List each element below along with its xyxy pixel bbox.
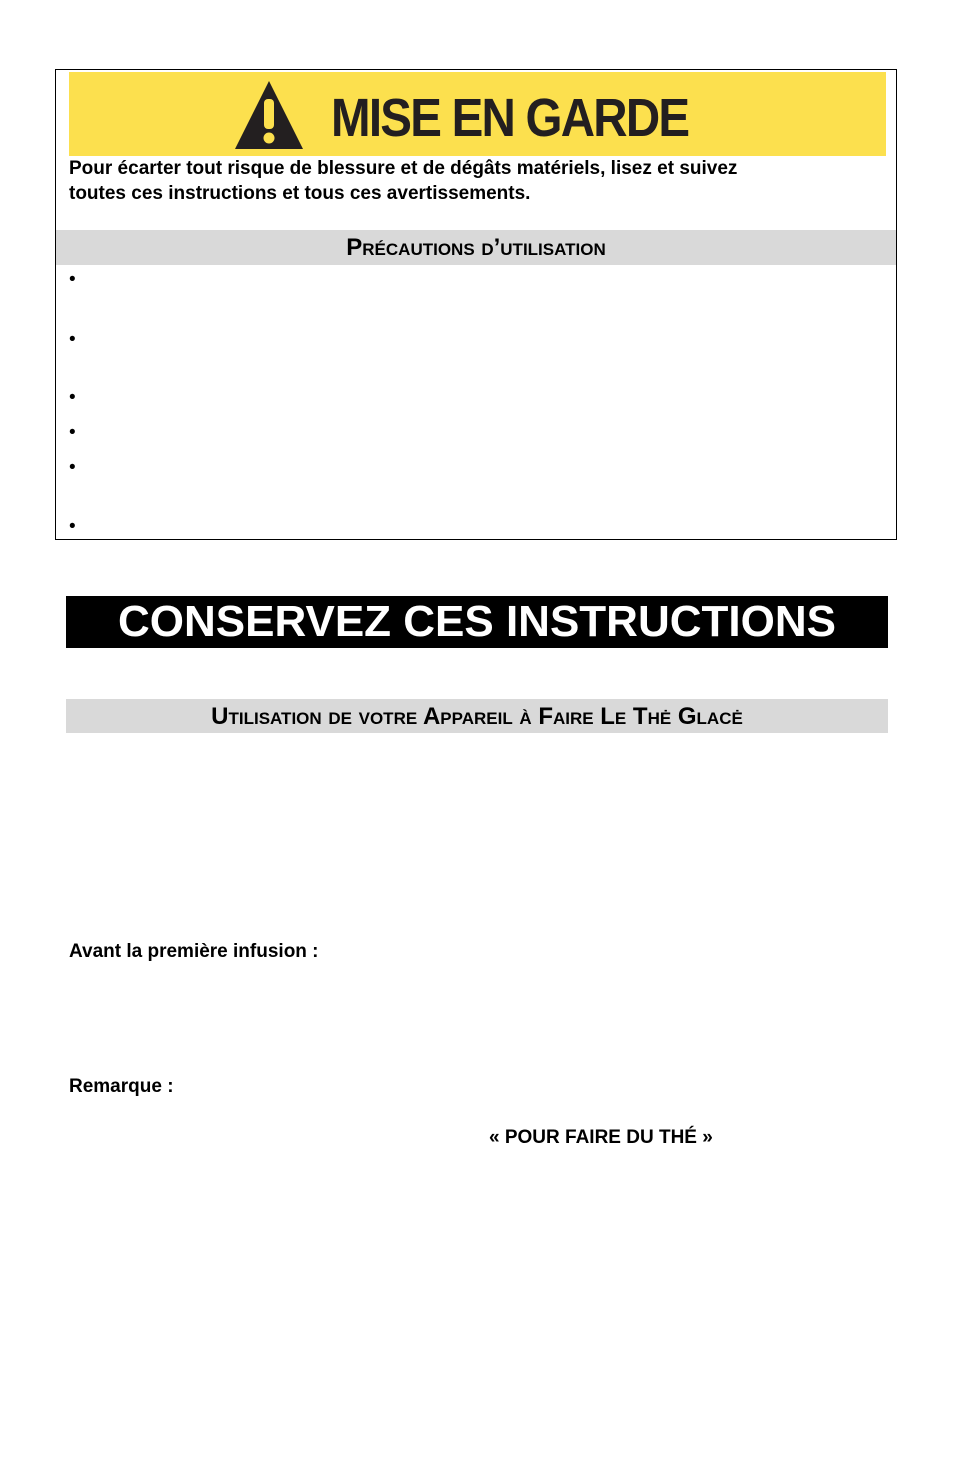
- warning-intro-line-2: toutes ces instructions et tous ces avertissements.: [69, 183, 531, 204]
- warning-intro: [69, 156, 869, 206]
- before-first-brew-label: Avant la première infusion :: [69, 941, 319, 962]
- precautions-heading: Précautions d’utilisation: [56, 230, 896, 265]
- precaution-bullet: •: [69, 329, 76, 350]
- warning-box: [55, 69, 897, 540]
- warning-banner: [69, 72, 886, 156]
- usage-heading: Utilisation de votre Appareil à Faire Le Thė Glacė: [66, 699, 888, 733]
- save-instructions-banner: CONSERVEZ CES INSTRUCTIONS: [66, 596, 888, 648]
- precaution-bullet: •: [69, 516, 76, 537]
- precaution-bullet: •: [69, 422, 76, 443]
- warning-intro-line-1: Pour écarter tout risque de blessure et de dégâts matériels, lisez et suivez: [69, 158, 738, 179]
- precaution-bullet: •: [69, 269, 76, 290]
- warning-triangle-icon: [233, 79, 305, 151]
- make-tea-label: « POUR FAIRE DU THÉ »: [489, 1127, 713, 1148]
- note-label: Remarque :: [69, 1076, 174, 1097]
- precaution-bullet: •: [69, 387, 76, 408]
- precaution-bullet: •: [69, 457, 76, 478]
- warning-title: MISE EN GARDE: [331, 88, 689, 148]
